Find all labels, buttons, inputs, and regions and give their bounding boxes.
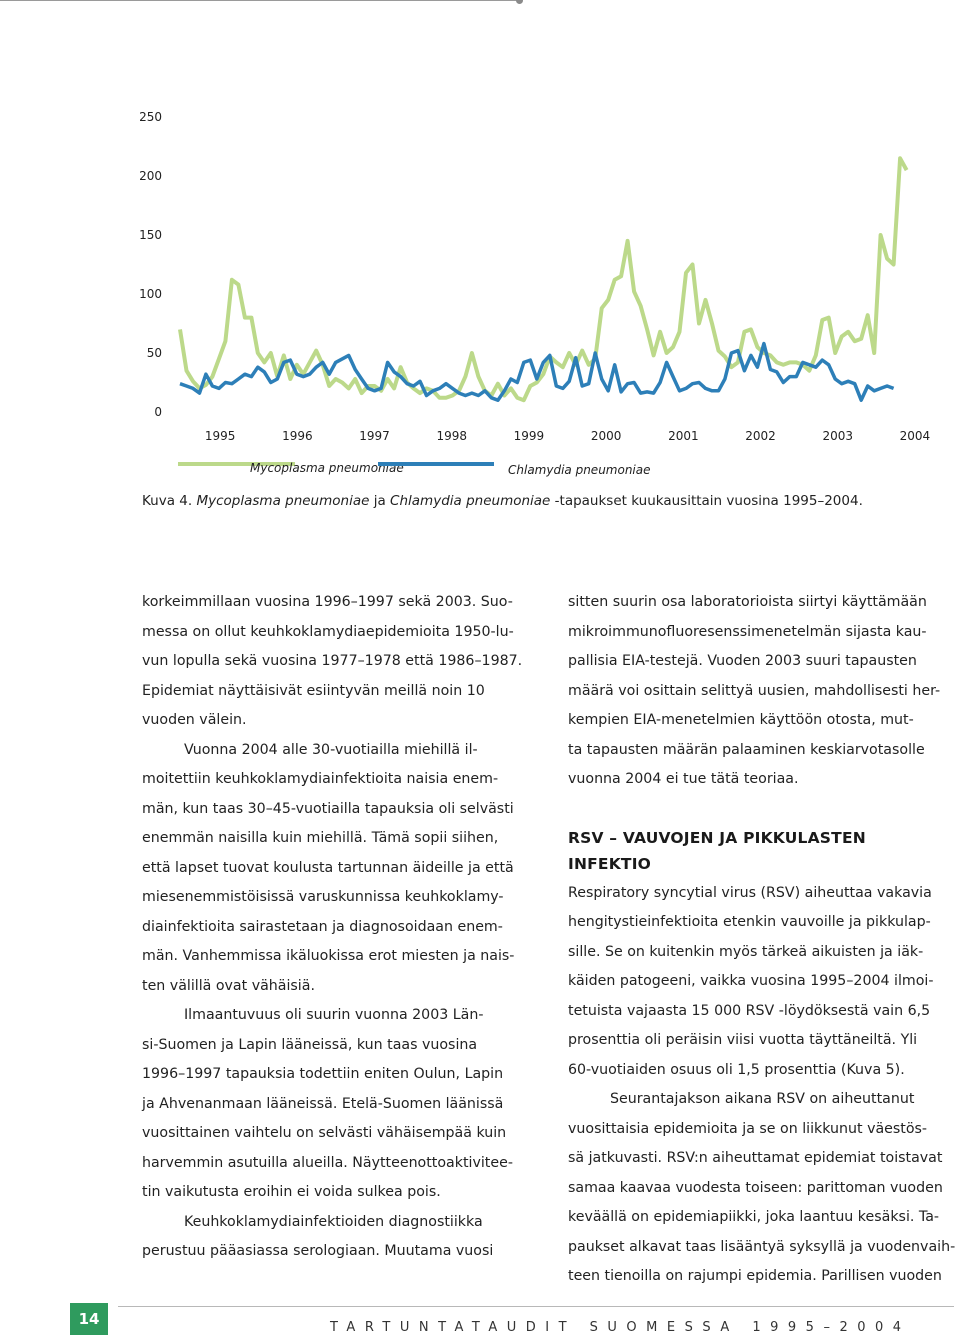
y-tick-label: 150 (139, 228, 162, 242)
text-line: 1996–1997 tapauksia todettiin eniten Oulun, Lapin (142, 1066, 504, 1082)
right-paragraph-3 (568, 1085, 954, 1292)
y-tick-label: 50 (146, 346, 162, 360)
text-line: vuonna 2004 ei tue tätä teoriaa. (568, 771, 799, 787)
text-line: vuosittaisia epidemioita ja se on liikkunut väestös- (568, 1120, 928, 1137)
x-tick-label: 2001 (668, 429, 699, 443)
text-line: prosenttia oli peräisin viisi vuotta täyttäneiltä. Yli (568, 1032, 918, 1048)
running-title: TARTUNTATAUDIT SUOMESSA 1995–2004 (330, 1320, 911, 1335)
text-line: hengitystieinfektioita etenkin vauvoille ja pikkulap- (568, 914, 931, 930)
top-rule (0, 0, 520, 5)
text-line: tin vaikutusta eroihin ei voida sulkea pois. (142, 1184, 441, 1200)
text-line: kempien EIA-menetelmien käyttöön otosta, mut- (568, 712, 914, 728)
page-number-badge: 14 (70, 1303, 108, 1335)
x-tick-label: 1996 (282, 429, 313, 443)
text-line: harvemmin asutuilla alueilla. Näytteenottoaktivitee- (142, 1154, 513, 1171)
series-lines (180, 158, 907, 400)
text-line: vuoden välein. (142, 712, 247, 728)
text-line: enemmän naisilla kuin miehillä. Tämä sopii siihen, (142, 830, 499, 846)
text-line: teen tienoilla on rajumpi epidemia. Parillisen vuoden (568, 1268, 942, 1284)
x-tick-label: 1998 (436, 429, 468, 443)
text-line: sitten suurin osa laboratorioista siirtyi käyttämään (568, 594, 927, 610)
x-tick-label: 1999 (513, 429, 545, 443)
caption-suffix: -tapaukset kuukausittain vuosina 1995–2004. (554, 493, 863, 509)
top-rule-dot (516, 0, 523, 4)
text-line: korkeimmillaan vuosina 1996–1997 sekä 2003. Suo- (142, 594, 513, 610)
y-axis-ticks (139, 110, 162, 419)
left-paragraph-2 (142, 736, 522, 1002)
text-line: perustuu pääasiassa serologiaan. Muutama vuosi (142, 1243, 494, 1259)
text-line: messa on ollut keuhkoklamydiaepidemioita 1950-lu- (142, 623, 514, 640)
y-tick-label: 200 (139, 169, 162, 183)
x-tick-label: 2003 (822, 429, 854, 443)
legend (178, 461, 651, 477)
text-line: vuosittainen vaihtelu on selvästi vähäisempää kuin (142, 1125, 507, 1141)
text-line: käiden patogeeni, vaikka vuosina 1995–2004 ilmoi- (568, 973, 934, 989)
text-line: ten välillä ovat vähäisiä. (142, 977, 315, 994)
legend-label-chlamydia: Chlamydia pneumoniae (508, 463, 651, 477)
caption-species-2: Chlamydia pneumoniae (390, 493, 551, 509)
figure-caption (142, 493, 942, 509)
line-chart (0, 95, 960, 495)
text-line: että lapset tuovat koulusta tartunnan äideille ja että (142, 859, 514, 876)
text-line: määrä voi osittain selittyä uusien, mahdollisesti her- (568, 682, 941, 699)
text-line: keväällä on epidemiapiikki, joka laantuu kesäksi. Ta- (568, 1209, 940, 1225)
text-line: Seurantajakson aikana RSV on aiheuttanut (610, 1091, 915, 1107)
x-axis-ticks (205, 429, 930, 443)
text-line: Respiratory syncytial virus (RSV) aiheuttaa vakavia (568, 884, 932, 901)
text-line: vun lopulla sekä vuosina 1977–1978 että 1986–1987. (142, 653, 523, 669)
section-heading-rsv: RSV – VAUVOJEN JA PIKKULASTEN INFEKTIO (568, 828, 866, 873)
x-tick-label: 2000 (590, 429, 622, 443)
text-line: sä jatkuvasti. RSV:n aiheuttamat epidemiat toistavat (568, 1150, 943, 1166)
left-paragraph-4 (142, 1208, 522, 1267)
y-tick-label: 100 (139, 287, 162, 301)
x-tick-label: 1997 (359, 429, 390, 443)
text-line: Keuhkoklamydiainfektioiden diagnostiikka (184, 1213, 483, 1230)
right-paragraph-1 (568, 588, 954, 795)
left-paragraph-1 (142, 588, 522, 736)
left-paragraph-3 (142, 1001, 522, 1208)
legend-label-mycoplasma: Mycoplasma pneumoniae (250, 461, 404, 475)
left-text-column (142, 588, 522, 1267)
text-line: män. Vanhemmissa ikäluokissa erot miesten ja nais- (142, 948, 515, 964)
text-line: sille. Se on kuitenkin myös tärkeä aikuisten ja iäk- (568, 943, 924, 960)
text-line: mikroimmunofluoresenssimenetelmän sijasta kau- (568, 623, 927, 640)
text-line: ta tapausten määrän palaaminen keskiarvotasolle (568, 741, 925, 758)
x-tick-label: 1995 (204, 429, 236, 443)
text-line: Ilmaantuvuus oli suurin vuonna 2003 Län- (184, 1007, 484, 1023)
x-tick-label: 2004 (899, 429, 931, 443)
right-paragraph-2 (568, 879, 954, 1086)
caption-connector: ja (373, 493, 386, 509)
y-tick-label: 250 (139, 110, 162, 124)
text-line: diainfektioita sairastetaan ja diagnosoidaan enem- (142, 918, 503, 935)
text-line: pallisia EIA-testejä. Vuoden 2003 suuri tapausten (568, 653, 917, 669)
caption-species-1: Mycoplasma pneumoniae (196, 493, 370, 509)
text-line: paukset alkavat taas lisääntyä syksyllä ja vuodenvaih- (568, 1238, 956, 1255)
right-text-column (568, 588, 954, 1292)
text-line: si-Suomen ja Lapin lääneissä, kun taas vuosina (142, 1036, 478, 1053)
text-line: 60-vuotiaiden osuus oli 1,5 prosenttia (Kuva 5). (568, 1061, 905, 1078)
text-line: Epidemiat näyttäisivät esiintyvän meillä noin 10 (142, 682, 485, 699)
text-line: moitettiin keuhkoklamydiainfektioita naisia enem- (142, 771, 499, 787)
x-tick-label: 2002 (745, 429, 776, 443)
text-line: tetuista vajaasta 15 000 RSV -löydöksestä vain 6,5 (568, 1002, 931, 1019)
footer-rule (118, 1306, 954, 1307)
text-line: män, kun taas 30–45-vuotiailla tapauksia oli selvästi (142, 800, 514, 817)
text-line: miesenemmistöisissä varuskunnissa keuhkoklamy- (142, 889, 504, 905)
text-line: samaa kaavaa vuodesta toiseen: parittoman vuoden (568, 1179, 943, 1196)
text-line: Vuonna 2004 alle 30-vuotiailla miehillä il- (184, 741, 478, 758)
caption-prefix: Kuva 4. (142, 493, 193, 509)
y-tick-label: 0 (154, 405, 162, 419)
text-line: ja Ahvenanmaan lääneissä. Etelä-Suomen läänissä (142, 1095, 504, 1112)
